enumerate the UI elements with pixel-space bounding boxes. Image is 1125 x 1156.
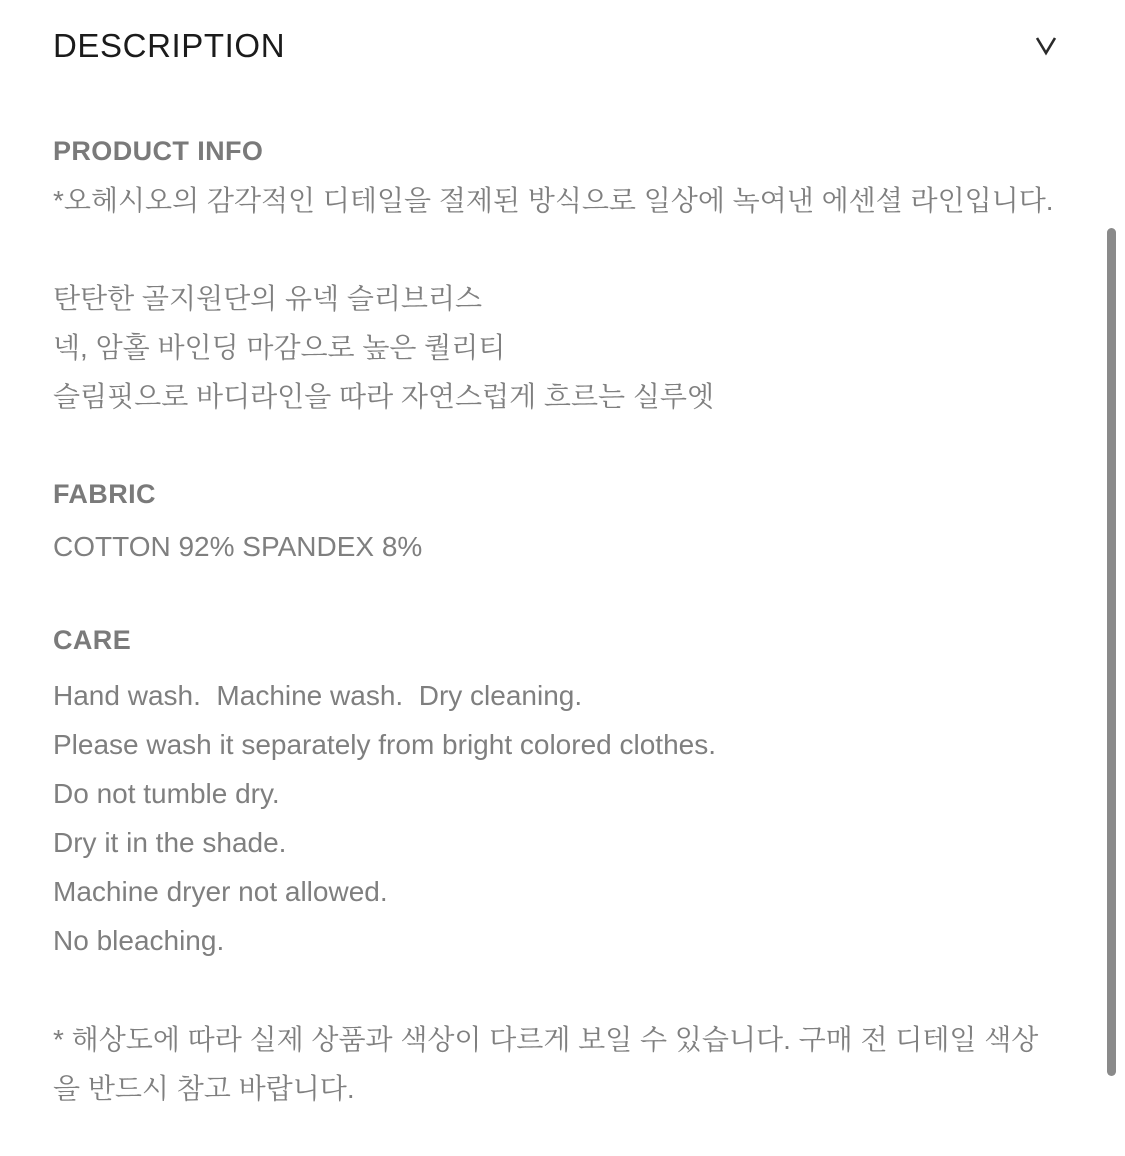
color-disclaimer — [53, 1015, 1065, 1113]
care-instruction-line: Do not tumble dry. — [53, 778, 280, 809]
chevron-down-icon[interactable] — [1033, 35, 1059, 57]
fabric-heading: FABRIC — [53, 479, 156, 509]
care-instruction-line: Dry it in the shade. — [53, 827, 287, 858]
care-instruction-line: Machine dryer not allowed. — [53, 876, 388, 907]
product-detail-line: 탄탄한 골지원단의 유넥 슬리브리스 — [53, 283, 483, 314]
product-info-section — [53, 136, 1065, 421]
care-instruction-lines — [53, 671, 1065, 965]
care-instruction-line: No bleaching. — [53, 925, 225, 956]
description-accordion-header[interactable] — [53, 26, 1065, 66]
product-detail-lines — [53, 274, 1065, 421]
section-title: DESCRIPTION — [53, 27, 286, 64]
care-heading: CARE — [53, 625, 132, 655]
care-section — [53, 625, 1065, 965]
fabric-composition-text: COTTON 92% SPANDEX 8% — [53, 531, 423, 562]
product-detail-line: 넥, 암홀 바인딩 마감으로 높은 퀄리티 — [53, 332, 506, 363]
product-info-heading: PRODUCT INFO — [53, 136, 264, 166]
fabric-section — [53, 479, 1065, 565]
care-instruction-line: Please wash it separately from bright colored clothes. — [53, 729, 716, 760]
color-disclaimer-text: * 해상도에 따라 실제 상품과 색상이 다르게 보일 수 있습니다. 구매 전 디테일 색상을 반드시 참고 바랍니다. — [53, 1024, 1039, 1104]
product-intro-text: *오헤시오의 감각적인 디테일을 절제된 방식으로 일상에 녹여낸 에센셜 라인입니다. — [53, 185, 1054, 216]
care-instruction-line: Hand wash. Machine wash. Dry cleaning. — [53, 680, 583, 711]
scrollbar-thumb[interactable] — [1107, 228, 1116, 1076]
product-detail-line: 슬림핏으로 바디라인을 따라 자연스럽게 흐르는 실루엣 — [53, 381, 715, 412]
